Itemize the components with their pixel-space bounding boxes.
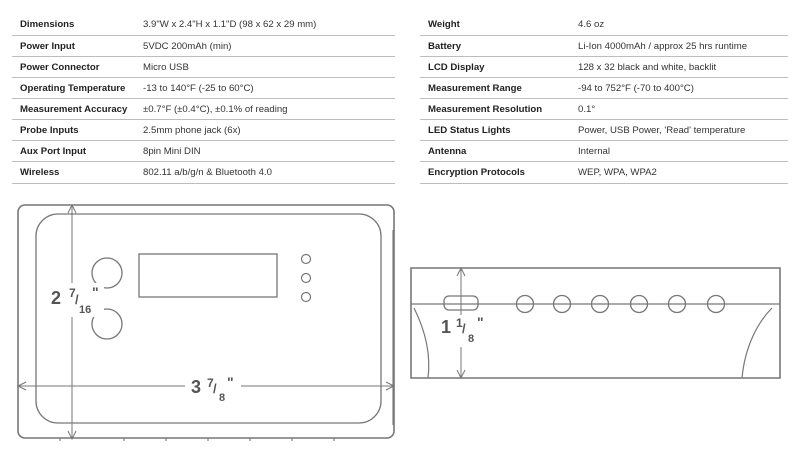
spec-value: -94 to 752°F (-70 to 400°C) [578,83,694,94]
spec-value: Internal [578,146,610,157]
width-dimension-label: 3 7 / 8 " [191,374,234,404]
spec-row-wireless [12,161,395,184]
spec-value: 8pin Mini DIN [143,146,201,157]
spec-value: Li-Ion 4000mAh / approx 25 hrs runtime [578,41,748,52]
lcd-display-outline [139,254,277,297]
spec-row-led-status-lights [420,119,788,141]
height-dimension-label: 2 7 / 16 " [51,284,99,316]
spec-label: Weight [428,19,460,30]
side-right-curve [742,308,772,378]
spec-value: ±0.7°F (±0.4°C), ±0.1% of reading [143,104,288,115]
spec-label: Battery [428,41,462,52]
spec-value: 0.1° [578,104,596,115]
spec-row-weight [420,14,788,35]
device-drawings [0,190,800,462]
spec-value: 3.9"W x 2.4"H x 1.1"D (98 x 62 x 29 mm) [143,19,317,30]
spec-label: Encryption Protocols [428,167,526,178]
led-3 [302,293,311,302]
spec-label: Power Input [20,41,75,52]
specifications-table [12,14,788,184]
spec-row-measurement-range [420,77,788,99]
spec-row-power-connector [12,56,395,78]
spec-value: Micro USB [143,62,189,73]
spec-row-dimensions [12,14,395,35]
spec-row-measurement-resolution [420,98,788,120]
spec-label: Measurement Resolution [428,104,543,115]
spec-row-aux-port-input [12,140,395,162]
spec-value: 5VDC 200mAh (min) [143,41,232,52]
spec-row-operating-temperature [12,77,395,99]
spec-row-measurement-accuracy [12,98,395,120]
spec-value: Power, USB Power, 'Read' temperature [578,125,746,136]
spec-value: WEP, WPA, WPA2 [578,167,657,178]
spec-row-battery [420,35,788,57]
depth-dimension-label: 1 1 / 8 " [441,314,484,345]
spec-value: 4.6 oz [578,19,605,30]
spec-row-power-input [12,35,395,57]
spec-value: 2.5mm phone jack (6x) [143,125,241,136]
spec-row-lcd-display [420,56,788,78]
spec-label: Measurement Accuracy [20,104,128,115]
led-1 [302,255,311,264]
spec-value: 128 x 32 black and white, backlit [578,62,717,73]
spec-row-antenna [420,140,788,162]
spec-value: -13 to 140°F (-25 to 60°C) [143,83,254,94]
spec-label: Aux Port Input [20,146,87,157]
spec-row-probe-inputs [12,119,395,141]
spec-label: Antenna [428,146,467,157]
spec-label: LCD Display [428,62,485,73]
spec-label: Operating Temperature [20,83,126,94]
spec-label: LED Status Lights [428,125,511,136]
spec-label: Dimensions [20,19,75,30]
spec-row-encryption-protocols [420,161,788,184]
side-left-curve [414,308,429,378]
spec-label: Measurement Range [428,83,522,94]
spec-label: Power Connector [20,62,100,73]
front-view-drawing [18,205,394,441]
led-2 [302,274,311,283]
spec-label: Wireless [20,167,60,178]
spec-value: 802.11 a/b/g/n & Bluetooth 4.0 [143,167,272,178]
spec-label: Probe Inputs [20,125,79,136]
front-outer-case [18,205,394,438]
